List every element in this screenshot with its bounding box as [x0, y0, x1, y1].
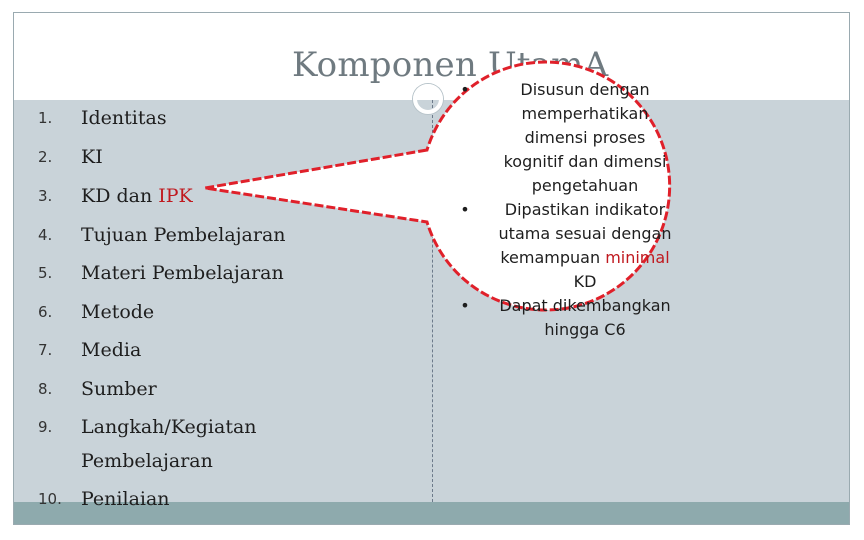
bullet-line: dimensi proses: [524, 128, 646, 147]
item-text: Tujuan Pembelajaran: [81, 224, 286, 246]
bullet-line: kemampuan: [500, 248, 606, 267]
callout-bullet: [455, 78, 685, 198]
item-number: 5.: [38, 264, 53, 282]
item-number: 2.: [38, 148, 53, 166]
item-number: 9.: [38, 418, 53, 436]
bullet-dot: •: [460, 200, 470, 219]
callout-text: [455, 78, 685, 342]
bullet-line: hingga C6: [544, 320, 626, 339]
item-number: 7.: [38, 341, 53, 359]
bullet-line: Disusun dengan: [520, 80, 650, 99]
item-text: Identitas: [81, 107, 167, 129]
item-text: Materi Pembelajaran: [81, 262, 284, 284]
bullet-line: Dipastikan indikator: [504, 200, 666, 219]
item-number: 8.: [38, 380, 53, 398]
bullet-line: KD: [573, 272, 597, 291]
item-text: Penilaian: [81, 488, 170, 510]
item-text: Sumber: [81, 378, 157, 400]
item-text-continuation: Pembelajaran: [81, 450, 213, 472]
item-text: Langkah/Kegiatan: [81, 416, 257, 438]
bullet-line: kognitif dan dimensi: [503, 152, 667, 171]
bullet-dot: •: [460, 296, 470, 315]
bullet-highlight: minimal: [605, 248, 670, 267]
item-number: 6.: [38, 303, 53, 321]
item-number: 4.: [38, 226, 53, 244]
item-highlight: IPK: [158, 185, 193, 207]
bullet-dot: •: [460, 80, 470, 99]
bullet-line: Dapat dikembangkan: [499, 296, 671, 315]
item-number: 1.: [38, 109, 53, 127]
bullet-line: memperhatikan: [521, 104, 649, 123]
callout-bullet: [455, 198, 685, 294]
item-text: Media: [81, 339, 142, 361]
slide-title: Komponen UtamA: [292, 45, 609, 85]
callout-bullet: [455, 294, 685, 342]
item-text: KI: [81, 146, 103, 168]
item-text: Metode: [81, 301, 155, 323]
item-text: KD dan: [81, 185, 159, 207]
bullet-line: pengetahuan: [531, 176, 639, 195]
bullet-line: utama sesuai dengan: [498, 224, 672, 243]
item-number: 3.: [38, 187, 53, 205]
bullet-line-wrapper: [485, 246, 685, 270]
item-number: 10.: [38, 490, 62, 508]
